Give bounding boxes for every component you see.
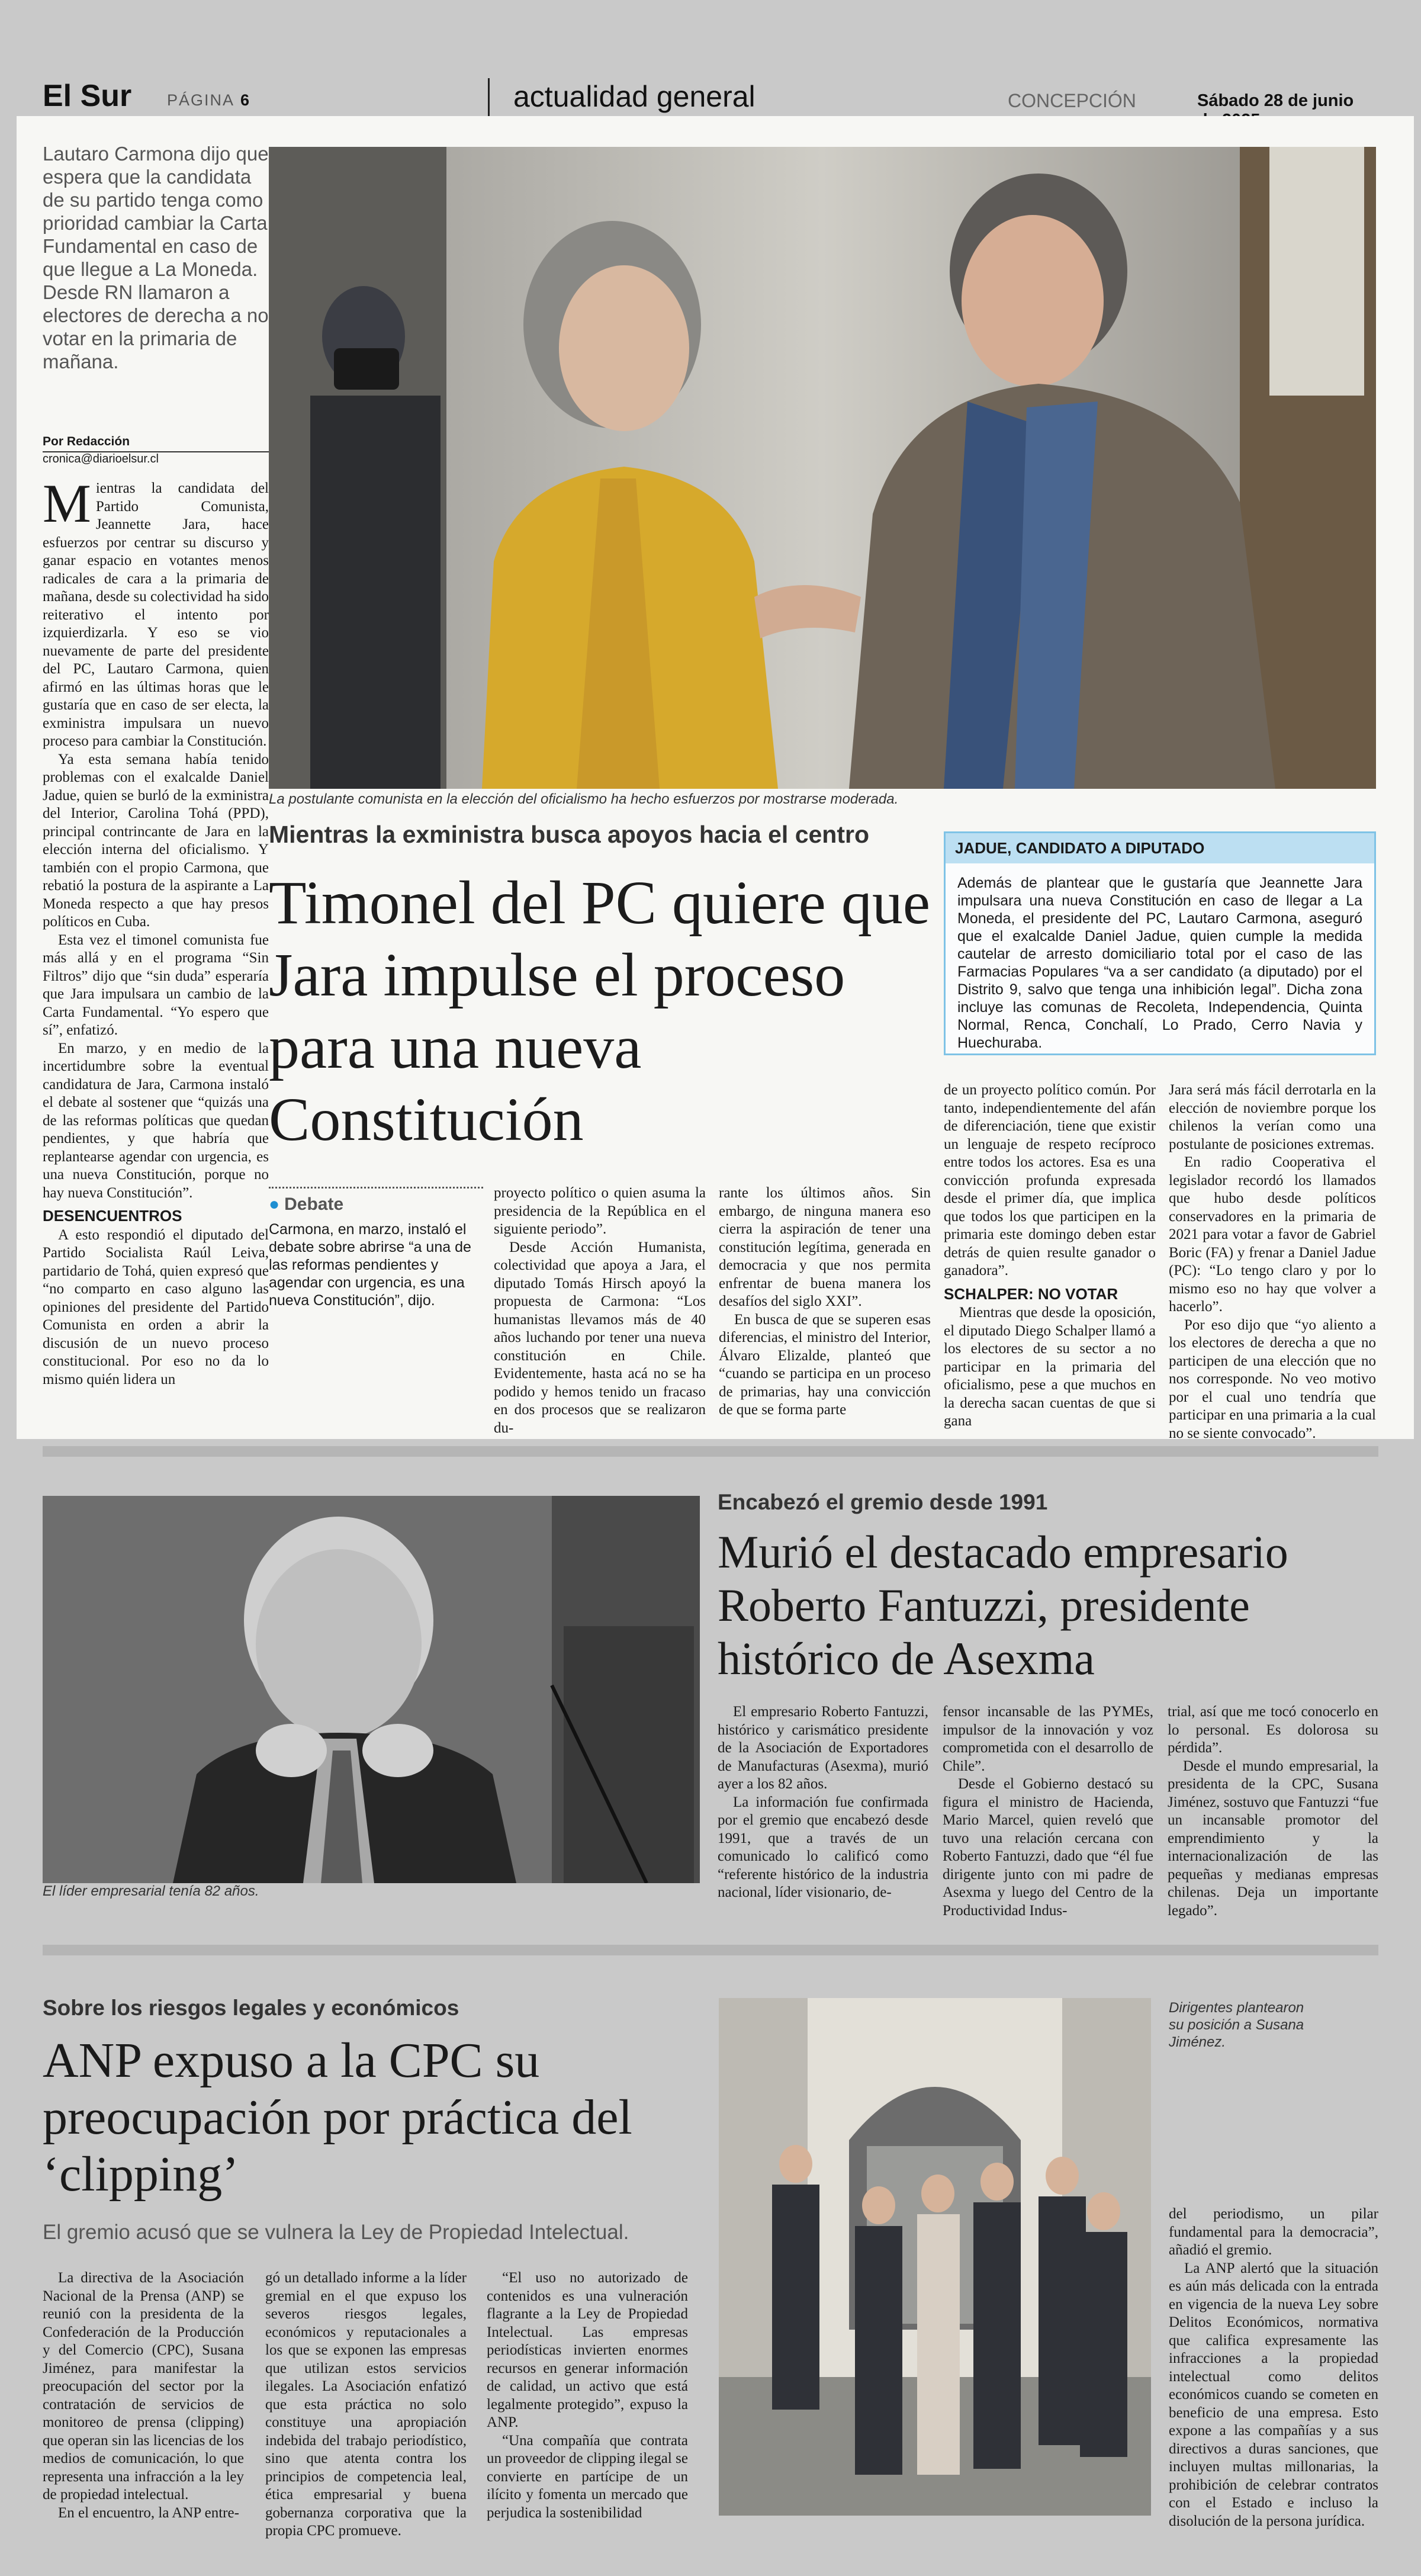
masthead	[43, 78, 1378, 120]
article-3-kicker: Sobre los riesgos legales y económicos	[43, 1996, 459, 2020]
paragraph: La información fue confirmada por el gremio que encabezó desde 1991, que a través de un comunicado lo calificó como “referente histórico de la industria nacional, líder visionario, de-	[718, 1794, 928, 1900]
article-1-kicker: Mientras la exministra busca apoyos hacia el centro	[269, 821, 870, 848]
info-box-text: Además de plantear que le gustaría que Jeannette Jara impulsara una nueva Constitución en caso de llegar a La Moneda, el presidente del PC, Lautaro Carmona, aseguró que el exalcalde Daniel Jadue, quien cumple la medida cautelar de arresto domiciliario total por el caso de las Farmacias Populares “va a ser candidato (a diputado) por el Distrito 9, salvo que tenga una inhibición legal”. Dicha zona incluye las comunas de Recoleta, Independencia, Quinta Normal, Renca, Conchalí, Lo Prado, Cerro Navia y Huechuraba.	[957, 875, 1362, 1051]
paragraph: de un proyecto político común. Por tanto, independientemente del afán de diferenciación, tiene que existir un lenguaje de respeto recíproco entre todos los actores. Esa es una convicción profunda expresada desde el primer día, que implica que todos los que participen en la primaria este domingo deben estar detrás de quien resulte ganador o ganadora”.	[944, 1082, 1156, 1279]
byline-block	[43, 435, 269, 452]
paragraph: En marzo, y en medio de la incertidumbre sobre la eventual candidatura de Jara, Carmona instaló el debate al sostener que “quizás una de las reformas políticas que quedan pendientes, y que habría que replantearse agendar con urgencia, es una nueva Constitución, porque no hay nueva Constitución”.	[43, 1040, 269, 1201]
article-2-headline: Murió el destacado empresario Roberto Fantuzzi, presidente histórico de Asexma	[718, 1526, 1288, 1684]
paragraph: El empresario Roberto Fantuzzi, histórico y carismático presidente de la Asociación de Exportadores de Manufacturas (Asexma), murió ayer a los 82 años.	[718, 1704, 928, 1792]
section-title: actualidad general	[513, 80, 755, 113]
paragraph: En busca de que se superen esas diferencias, el ministro del Interior, Álvaro Elizalde, planteó que “cuando se participa en un proceso de primarias, hay una convicción de que se forma parte	[719, 1311, 931, 1418]
article-1	[17, 116, 1414, 1439]
info-box-title: JADUE, CANDIDATO A DIPUTADO	[946, 833, 1374, 863]
paragraph: La directiva de la Asociación Nacional de la Prensa (ANP) se reunió con la presidenta de la Confederación de la Producción y del Comercio (CPC), Susana Jiménez, para manifestar la preocupación del sector por la contratación de servicios de monitoreo de prensa (clipping) que operan sin las licencias de los medios de comunicación, lo que representa una infracción a la ley de propiedad intelectual.	[43, 2270, 244, 2503]
paragraph: En radio Cooperativa el legislador recordó los llamados que hubo desde políticos conservadores en la primaria de 2021 para votar a favor de Gabriel Boric (FA) y frenar a Daniel Jadue (PC): “Lo tengo claro y por lo mismo eso no hay que volver a hacerlo”.	[1169, 1154, 1376, 1315]
debate-text: Carmona, en marzo, instaló el debate sobre abrirse “a una de las reformas pendientes y agendar con urgencia, es una nueva Constitución”, dijo.	[269, 1221, 471, 1309]
photo-illustration	[43, 1496, 700, 1883]
article-3-headline: ANP expuso a la CPC su preocupación por práctica del ‘clipping’	[43, 2033, 632, 2202]
page-label: PÁGINA	[167, 91, 235, 109]
page-indicator	[167, 91, 250, 110]
article-3-column-2	[265, 2269, 467, 2540]
issue-date: Sábado 28 de junio	[1197, 91, 1354, 110]
article-1-lead: Lautaro Carmona dijo que espera que la candidata de su partido tenga como prioridad cambiar la Carta Fundamental en caso de que llegue a La Moneda. Desde RN llamaron a electores de derecha a no votar en la primaria de mañana.	[43, 143, 269, 372]
article-3-deck: El gremio acusó que se vulnera la Ley de Propiedad Intelectual.	[43, 2221, 629, 2244]
article-3-column-3	[487, 2269, 688, 2522]
article-1-photo	[269, 147, 1376, 789]
paragraph: fensor incansable de las PYMEs, impulsor de la innovación y voz comprometida con el desarrollo de Chile”.	[943, 1704, 1153, 1774]
article-2-column-1	[718, 1703, 928, 1902]
subheading: DESENCUENTROS	[43, 1207, 182, 1225]
photo-illustration	[719, 1998, 1151, 2516]
subheading: SCHALPER: NO VOTAR	[944, 1284, 1118, 1303]
paragraph: trial, así que me tocó conocerlo en lo personal. Es dolorosa su pérdida”.	[1168, 1704, 1378, 1756]
article-2-photo	[43, 1496, 700, 1883]
paragraph: Desde el Gobierno destacó su figura el ministro de Hacienda, Mario Marcel, quien reveló que tuvo una relación cercana con Roberto Fantuzzi, dado que “él fue dirigente junto con mi padre de Asexma y luego del Centro de la Productividad Indus-	[943, 1776, 1153, 1919]
article-1-column-6	[1169, 1081, 1376, 1443]
jadue-info-box	[944, 831, 1376, 1055]
paragraph	[43, 473, 269, 751]
article-1-column-4	[719, 1184, 931, 1419]
article-1-column-1	[43, 473, 269, 1389]
paragraph: “Una compañía que contrata un proveedor de clipping ilegal se convierte en partícipe de un ilícito y fomenta un mercado que perjudica la sostenibilidad	[487, 2432, 688, 2521]
paragraph: proyecto político o quien asuma la presidencia de la República en el siguiente periodo”.	[494, 1185, 706, 1237]
paragraph: En el encuentro, la ANP entre-	[58, 2504, 239, 2521]
debate-label: Debate	[284, 1194, 344, 1214]
byline-email: cronica@diarioelsur.cl	[43, 452, 159, 465]
masthead-divider	[488, 78, 490, 117]
article-1-column-5	[944, 1081, 1156, 1431]
paragraph: gó un detallado informe a la líder gremial en el que expuso los severos riesgos legales, económicos y reputacionales a los que se exponen las empresas que utilizan estos servicios ilegales. La Asociación enfatizó que esta práctica no solo constituye una apropiación indebida del trabajo periodístico, sino que atenta contra los principios de competencia leal, ética empresarial y buena gobernanza corporativa que la propia CPC promueve.	[265, 2270, 467, 2539]
debate-sidebar	[269, 1187, 483, 1309]
article-1-photo-caption: La postulante comunista en la elección del oficialismo ha hecho esfuerzos por mostrarse moderada.	[269, 791, 899, 807]
article-3-photo-caption: Dirigentes plantearon su posición a Susana Jiménez.	[1169, 2000, 1304, 2050]
paragraph: Jara será más fácil derrotarla en la elección de noviembre porque los chilenos la verían como una postulante de posiciones extremas.	[1169, 1082, 1376, 1152]
paragraph-text: ientras la candidata del Partido Comunista, Jeannette Jara, hace esfuerzos por centrar su discurso y ganar espacio en votantes menos radicales de cara a la primaria de mañana, desde su colectividad ha sido reiterativo el intento por izquierdizarla. Y eso se vio nuevamente de parte del presidente del PC, Lautaro Carmona, quien afirmó en las últimas horas que le gustaría que en caso de ser electa, la exministra impulsara un nuevo proceso para cambiar la Constitución.	[43, 480, 269, 749]
article-2-column-3	[1168, 1703, 1378, 1920]
city-label: CONCEPCIÓN	[1008, 90, 1136, 111]
newspaper-brand: El Sur	[43, 79, 132, 113]
byline: Por Redacción	[43, 435, 130, 448]
paragraph: La ANP alertó que la situación es aún más delicada con la entrada en vigencia de la nueva Ley sobre Delitos Económicos, normativa que califica expresamente las infracciones a la propiedad intelectual como delitos económicos cuando se cometen en beneficio de una empresa. Esto expone a las compañías y a sus directivos a duras sanciones, que incluyen multas millonarias, la prohibición de celebrar contratos con el Estado e incluso la disolución de la persona jurídica.	[1169, 2260, 1378, 2529]
article-3-column-4	[1169, 2205, 1378, 2530]
page-number: 6	[240, 91, 251, 109]
section-divider	[43, 1945, 1378, 1955]
paragraph: “El uso no autorizado de contenidos es una vulneración flagrante a la Ley de Propiedad Intelectual. Las empresas periodísticas invierten enormes recursos en generar información de calidad, un activo que está legalmente protegido”, expuso la ANP.	[487, 2270, 688, 2430]
paragraph: Desde el mundo empresarial, la presidenta de la CPC, Susana Jiménez, sostuvo que Fantuzzi “fue un incansable promotor del emprendimiento y la internacionalización de las pequeñas y medianas empresas chilenas. Deja un importante legado”.	[1168, 1758, 1378, 1919]
paragraph: A esto respondió el diputado del Partido Socialista Raúl Leiva, partidario de Tohá, quien expresó que “no comparto en caso alguno las opiniones del presidente del Partido Comunista en orden a abrir la discusión de un nuevo proceso constitucional. Por eso no da lo mismo quién lidera un	[43, 1226, 269, 1387]
paragraph: Mientras que desde la oposición, el diputado Diego Schalper llamó a los electores de su sector a no participar en la primaria del oficialismo, pese a que muchos en la derecha sacan cuentas de que si gana	[944, 1305, 1156, 1429]
article-3-photo	[719, 1998, 1151, 2516]
paragraph: rante los últimos años. Sin embargo, de ninguna manera eso cierra la aspiración de tener una constitución legítima, generada en democracia y que nos permita enfrentar de buena manera los desafíos del siglo XXI”.	[719, 1185, 931, 1309]
article-3-column-1	[43, 2269, 244, 2522]
bullet-icon: ●	[269, 1194, 280, 1214]
article-2-photo-caption: El líder empresarial tenía 82 años.	[43, 1883, 259, 1899]
paragraph: del periodismo, un pilar fundamental para la democracia”, añadió el gremio.	[1169, 2206, 1378, 2258]
section-divider	[43, 1446, 1378, 1457]
debate-label-row	[269, 1194, 483, 1215]
paragraph: Ya esta semana había tenido problemas con el exalcalde Daniel Jadue, quien se burló de la exministra del Interior, Carolina Tohá (PPD), principal contrincante de Jara en la elección interna del oficialismo. Y también con el propio Carmona, que rebatió la postura de la aspirante a La Moneda respecto a que hay presos políticos en Cuba.	[43, 751, 269, 930]
drop-cap: M	[43, 473, 91, 534]
paragraph: Desde Acción Humanista, colectividad que apoya a Jara, el diputado Tomás Hirsch apoyó la propuesta de Carmona: “Los humanistas llevamos más de 40 años luchando por tener una nueva constitución en Chile. Evidentemente, hasta acá no se ha podido y hemos tenido un fracaso en dos procesos que se realizaron du-	[494, 1239, 706, 1436]
article-1-column-3	[494, 1184, 706, 1437]
article-2-kicker: Encabezó el gremio desde 1991	[718, 1490, 1048, 1514]
article-2-column-2	[943, 1703, 1153, 1920]
paragraph: Esta vez el timonel comunista fue más allá y en el programa “Sin Filtros” dijo que “sin duda” esperaría que Jara impulsara un cambio de la Carta Fundamental. “Yo espero que sí”, enfatizó.	[43, 932, 269, 1038]
paragraph: Por eso dijo que “yo aliento a los electores de derecha a que no participen de una elección que no nos corresponde. No veo motivo por el cual uno tendría que participar en una primaria a la cual no se siente convocado”.	[1169, 1316, 1376, 1441]
article-1-headline: Timonel del PC quiere que Jara impulse el proceso para una nueva Constitución	[269, 869, 930, 1154]
photo-illustration	[269, 147, 1376, 789]
